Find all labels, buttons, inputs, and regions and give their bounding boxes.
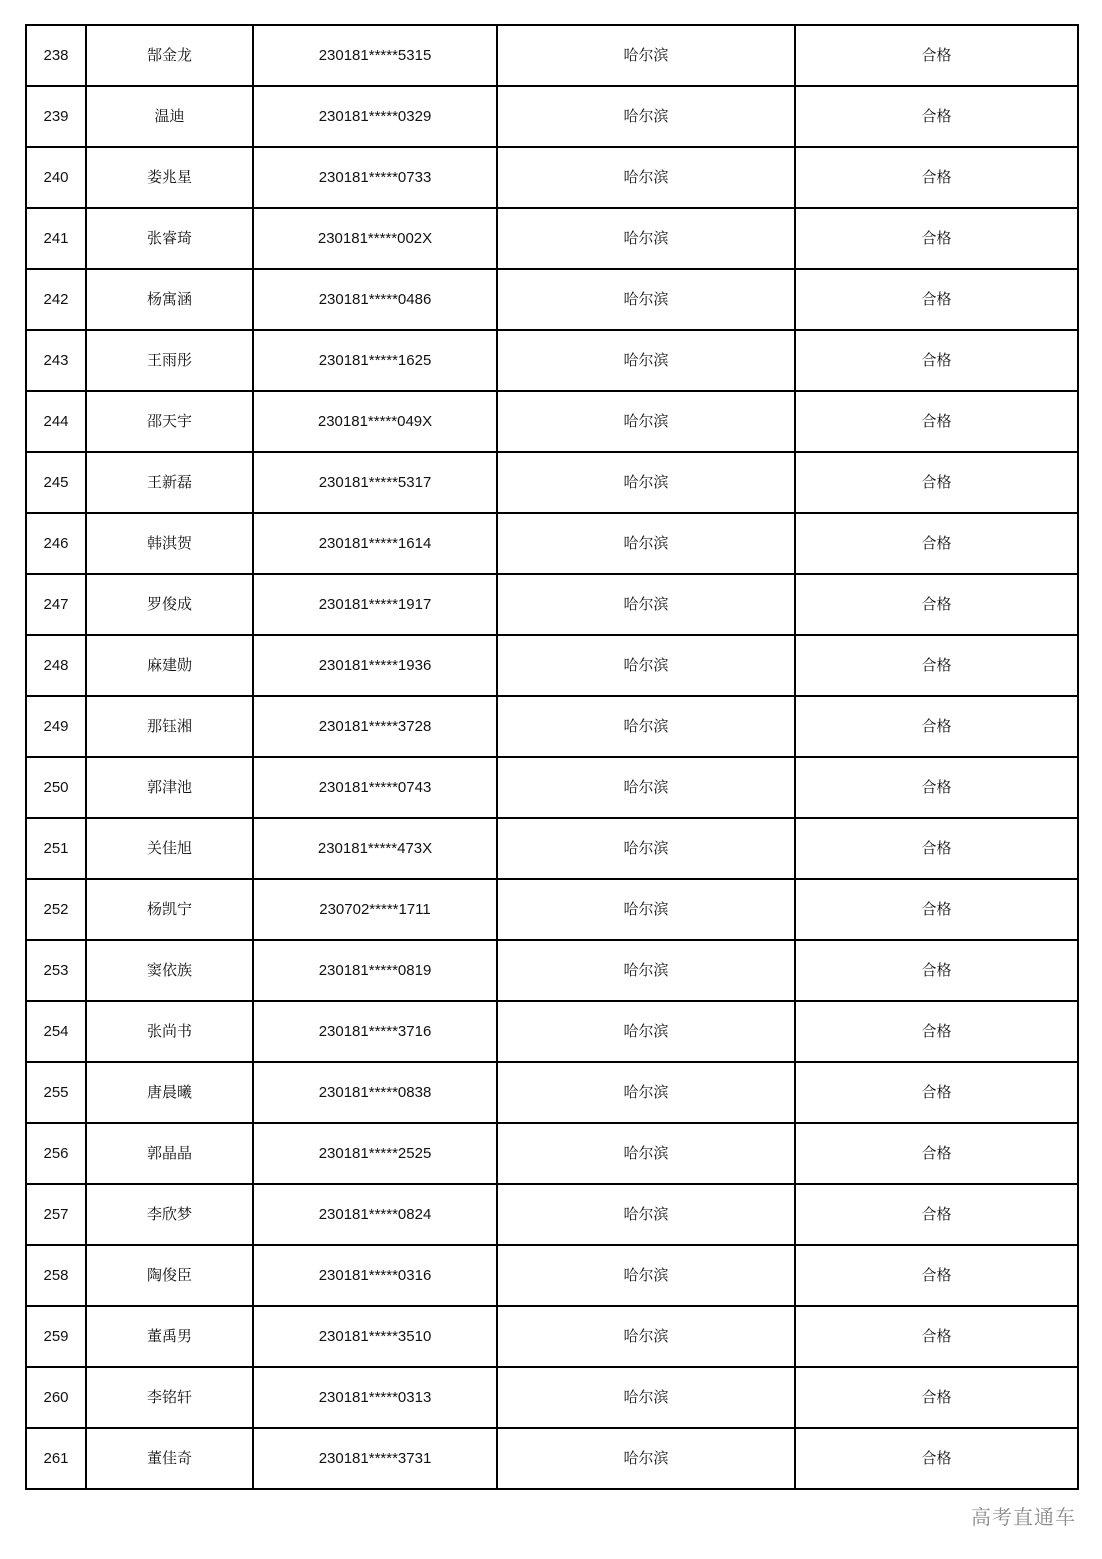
row-number-cell: 259	[26, 1306, 86, 1367]
result-cell: 合格	[795, 25, 1078, 86]
result-cell: 合格	[795, 574, 1078, 635]
name-cell: 邵天宇	[86, 391, 253, 452]
id-number-cell: 230181*****1625	[253, 330, 497, 391]
result-cell: 合格	[795, 635, 1078, 696]
name-cell: 麻建勋	[86, 635, 253, 696]
table-row	[26, 25, 1078, 86]
row-number-cell: 258	[26, 1245, 86, 1306]
row-number-cell: 256	[26, 1123, 86, 1184]
table-row	[26, 1428, 1078, 1489]
row-number-cell: 241	[26, 208, 86, 269]
table-row	[26, 879, 1078, 940]
row-number-cell: 261	[26, 1428, 86, 1489]
row-number-cell: 257	[26, 1184, 86, 1245]
city-cell: 哈尔滨	[497, 513, 795, 574]
id-number-cell: 230181*****1917	[253, 574, 497, 635]
id-number-cell: 230181*****0743	[253, 757, 497, 818]
table-row	[26, 330, 1078, 391]
name-cell: 王新磊	[86, 452, 253, 513]
id-number-cell: 230181*****0824	[253, 1184, 497, 1245]
city-cell: 哈尔滨	[497, 452, 795, 513]
city-cell: 哈尔滨	[497, 330, 795, 391]
city-cell: 哈尔滨	[497, 635, 795, 696]
results-document	[25, 24, 1077, 1490]
city-cell: 哈尔滨	[497, 208, 795, 269]
name-cell: 韩淇贺	[86, 513, 253, 574]
results-table-body	[26, 25, 1078, 1489]
result-cell: 合格	[795, 1001, 1078, 1062]
result-cell: 合格	[795, 391, 1078, 452]
row-number-cell: 248	[26, 635, 86, 696]
name-cell: 张睿琦	[86, 208, 253, 269]
name-cell: 娄兆星	[86, 147, 253, 208]
name-cell: 李欣梦	[86, 1184, 253, 1245]
table-row	[26, 1306, 1078, 1367]
city-cell: 哈尔滨	[497, 1428, 795, 1489]
name-cell: 那钰湘	[86, 696, 253, 757]
table-row	[26, 1245, 1078, 1306]
city-cell: 哈尔滨	[497, 391, 795, 452]
table-row	[26, 1123, 1078, 1184]
row-number-cell: 250	[26, 757, 86, 818]
id-number-cell: 230181*****5317	[253, 452, 497, 513]
name-cell: 张尚书	[86, 1001, 253, 1062]
name-cell: 关佳旭	[86, 818, 253, 879]
id-number-cell: 230181*****0733	[253, 147, 497, 208]
city-cell: 哈尔滨	[497, 1245, 795, 1306]
table-row	[26, 147, 1078, 208]
row-number-cell: 247	[26, 574, 86, 635]
table-row	[26, 452, 1078, 513]
watermark-text: 高考直通车	[971, 1505, 1076, 1529]
id-number-cell: 230181*****0838	[253, 1062, 497, 1123]
city-cell: 哈尔滨	[497, 879, 795, 940]
table-row	[26, 940, 1078, 1001]
city-cell: 哈尔滨	[497, 1306, 795, 1367]
city-cell: 哈尔滨	[497, 1062, 795, 1123]
row-number-cell: 242	[26, 269, 86, 330]
city-cell: 哈尔滨	[497, 86, 795, 147]
row-number-cell: 251	[26, 818, 86, 879]
city-cell: 哈尔滨	[497, 1184, 795, 1245]
result-cell: 合格	[795, 1306, 1078, 1367]
table-row	[26, 757, 1078, 818]
name-cell: 罗俊成	[86, 574, 253, 635]
name-cell: 郜金龙	[86, 25, 253, 86]
table-row	[26, 574, 1078, 635]
id-number-cell: 230181*****1614	[253, 513, 497, 574]
row-number-cell: 252	[26, 879, 86, 940]
row-number-cell: 239	[26, 86, 86, 147]
name-cell: 董禹男	[86, 1306, 253, 1367]
id-number-cell: 230181*****0316	[253, 1245, 497, 1306]
row-number-cell: 255	[26, 1062, 86, 1123]
result-cell: 合格	[795, 1367, 1078, 1428]
name-cell: 董佳奇	[86, 1428, 253, 1489]
row-number-cell: 254	[26, 1001, 86, 1062]
id-number-cell: 230181*****3716	[253, 1001, 497, 1062]
table-row	[26, 696, 1078, 757]
id-number-cell: 230181*****0313	[253, 1367, 497, 1428]
city-cell: 哈尔滨	[497, 1367, 795, 1428]
id-number-cell: 230181*****1936	[253, 635, 497, 696]
row-number-cell: 243	[26, 330, 86, 391]
id-number-cell: 230181*****0819	[253, 940, 497, 1001]
table-row	[26, 635, 1078, 696]
result-cell: 合格	[795, 879, 1078, 940]
name-cell: 郭津池	[86, 757, 253, 818]
table-row	[26, 1184, 1078, 1245]
table-row	[26, 86, 1078, 147]
name-cell: 郭晶晶	[86, 1123, 253, 1184]
name-cell: 窦依族	[86, 940, 253, 1001]
row-number-cell: 240	[26, 147, 86, 208]
city-cell: 哈尔滨	[497, 940, 795, 1001]
id-number-cell: 230181*****2525	[253, 1123, 497, 1184]
result-cell: 合格	[795, 696, 1078, 757]
result-cell: 合格	[795, 1428, 1078, 1489]
id-number-cell: 230181*****3731	[253, 1428, 497, 1489]
id-number-cell: 230181*****3510	[253, 1306, 497, 1367]
name-cell: 王雨彤	[86, 330, 253, 391]
city-cell: 哈尔滨	[497, 25, 795, 86]
id-number-cell: 230181*****473X	[253, 818, 497, 879]
id-number-cell: 230181*****049X	[253, 391, 497, 452]
result-cell: 合格	[795, 330, 1078, 391]
row-number-cell: 253	[26, 940, 86, 1001]
result-cell: 合格	[795, 86, 1078, 147]
id-number-cell: 230181*****0329	[253, 86, 497, 147]
row-number-cell: 249	[26, 696, 86, 757]
row-number-cell: 244	[26, 391, 86, 452]
table-row	[26, 513, 1078, 574]
city-cell: 哈尔滨	[497, 1001, 795, 1062]
table-row	[26, 1062, 1078, 1123]
result-cell: 合格	[795, 757, 1078, 818]
city-cell: 哈尔滨	[497, 818, 795, 879]
id-number-cell: 230181*****0486	[253, 269, 497, 330]
result-cell: 合格	[795, 147, 1078, 208]
table-row	[26, 1001, 1078, 1062]
row-number-cell: 246	[26, 513, 86, 574]
name-cell: 杨凯宁	[86, 879, 253, 940]
table-row	[26, 208, 1078, 269]
result-cell: 合格	[795, 1062, 1078, 1123]
result-cell: 合格	[795, 940, 1078, 1001]
row-number-cell: 245	[26, 452, 86, 513]
result-cell: 合格	[795, 1123, 1078, 1184]
table-row	[26, 269, 1078, 330]
city-cell: 哈尔滨	[497, 757, 795, 818]
city-cell: 哈尔滨	[497, 1123, 795, 1184]
id-number-cell: 230181*****3728	[253, 696, 497, 757]
result-cell: 合格	[795, 513, 1078, 574]
id-number-cell: 230702*****1711	[253, 879, 497, 940]
name-cell: 杨寓涵	[86, 269, 253, 330]
name-cell: 唐晨曦	[86, 1062, 253, 1123]
results-table	[25, 24, 1079, 1490]
result-cell: 合格	[795, 1184, 1078, 1245]
result-cell: 合格	[795, 818, 1078, 879]
table-row	[26, 818, 1078, 879]
id-number-cell: 230181*****5315	[253, 25, 497, 86]
name-cell: 陶俊臣	[86, 1245, 253, 1306]
city-cell: 哈尔滨	[497, 696, 795, 757]
city-cell: 哈尔滨	[497, 269, 795, 330]
table-row	[26, 1367, 1078, 1428]
name-cell: 温迪	[86, 86, 253, 147]
city-cell: 哈尔滨	[497, 574, 795, 635]
row-number-cell: 238	[26, 25, 86, 86]
row-number-cell: 260	[26, 1367, 86, 1428]
name-cell: 李铭轩	[86, 1367, 253, 1428]
result-cell: 合格	[795, 1245, 1078, 1306]
result-cell: 合格	[795, 208, 1078, 269]
table-row	[26, 391, 1078, 452]
result-cell: 合格	[795, 452, 1078, 513]
city-cell: 哈尔滨	[497, 147, 795, 208]
id-number-cell: 230181*****002X	[253, 208, 497, 269]
result-cell: 合格	[795, 269, 1078, 330]
